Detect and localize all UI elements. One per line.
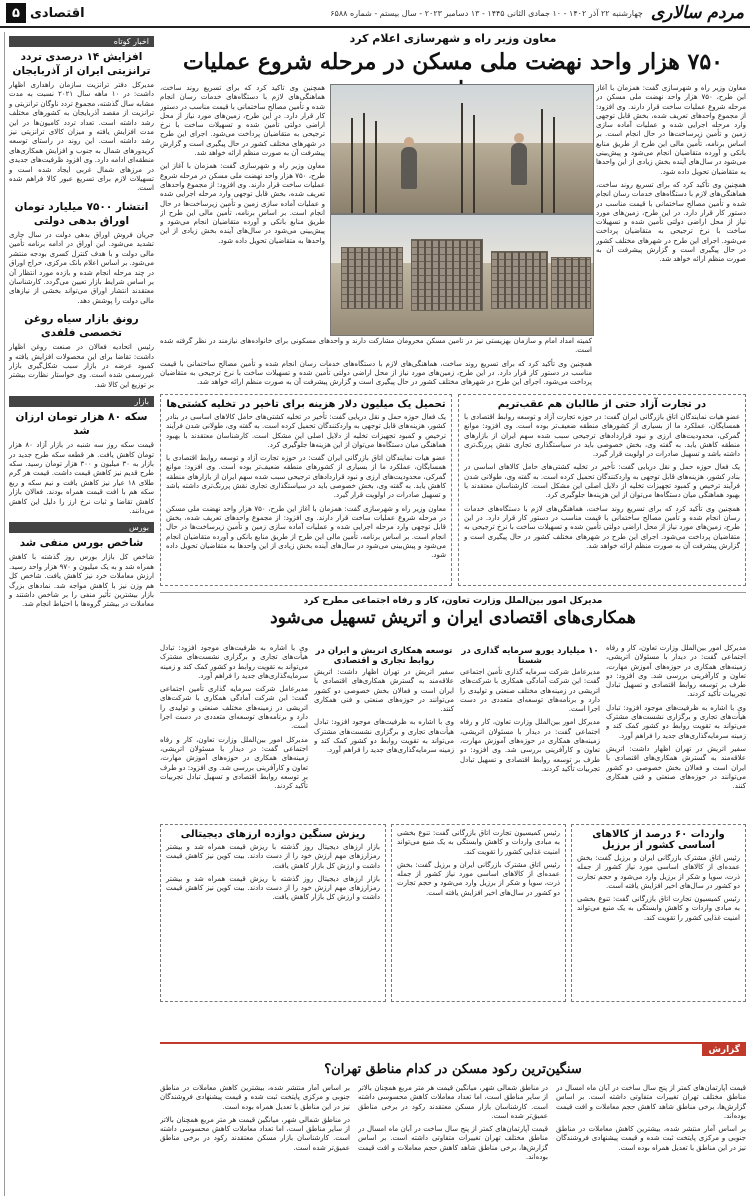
second-col1-text-more: سفیر اتریش در تهران اظهار داشت: اتریش علاقه‌مند به گسترش همکاری‌های اقتصادی با ایران است و فعالان بخش خصوصی دو کشور می‌توانند در حوزه‌های صنعتی و فنی همکاری کنند. — [606, 744, 746, 791]
box-ship-delay-title: تحمیل یک میلیون دلار هزینه برای تاخیر در تخلیه کشتی‌ها — [166, 399, 446, 410]
box-brazil-cont — [391, 824, 566, 1002]
tag-bourse: بورس — [9, 522, 154, 533]
lead-body-mid-cont: معاون وزیر راه و شهرسازی گفت: همزمان با آغاز این طرح، ۷۵۰ هزار واحد نهضت ملی مسکن در مرحله شروع عملیات ساخت قرار دارند. وی افزود: از مجموع واحدهای تعریف شده، بخش قابل توجهی وارد مرحله اجرایی شده و عملیات آماده سازی زمین و تأمین زیرساخت‌ها در حال انجام است. بر اساس برنامه، تأمین مالی این طرح از طریق منابع بانکی و آورده متقاضیان انجام می‌شود و پیش‌بینی می‌شود در سال‌های آینده بخش زیادی از این واحدها به متقاضیان تحویل داده شود. — [160, 162, 325, 245]
box-free-trade-body-more: همچنین وی تأکید کرد که برای تسریع روند ساخت، هماهنگی‌های لازم با دستگاه‌های خدمات رسان انجام شده و تأمین مصالح ساختمانی با قیمت مناسب در دستور کار قرار دارد. در این طرح، زمین‌های مورد نیاز از محل اراضی دولتی تأمین شده و تسهیلات ساخت با نرخ ترجیحی به متقاضیان پرداخت می‌شود. اجرای این طرح در شهرهای مختلف کشور در حال پیگیری است و گزارش پیشرفت آن به صورت منظم ارائه خواهد شد. — [464, 504, 740, 550]
second-col1-text: مدیرکل امور بین‌الملل وزارت تعاون، کار و رفاه اجتماعی گفت: در دیدار با مسئولان اتریشی، زمینه‌های همکاری در حوزه‌های آموزش مهارت، تعاون و کارآفرینی بررسی شد. وی افزود: دو طرف بر توسعه روابط اقتصادی و تسهیل تبادل تجربیات تأکید کردند. — [606, 644, 746, 699]
second-story-head — [160, 596, 746, 628]
story-bourse-title: شاخص بورس منفی شد — [19, 537, 144, 550]
second-col-2 — [460, 644, 600, 819]
box-ship-delay-body: یک فعال حوزه حمل و نقل دریایی گفت: تأخیر در تخلیه کشتی‌های حامل کالاهای اساسی در بنادر کشور، هزینه‌های قابل توجهی به واردکنندگان تحمیل کرده است. به گفته وی، طولانی شدن فرآیند ترخیص و کمبود تجهیزات تخلیه از دلایل اصلی این مشکل است. کارشناسان معتقدند با بهبود هماهنگی میان دستگاه‌ها می‌توان از این هزینه‌ها جلوگیری کرد. — [166, 413, 446, 449]
story-transit-body: مدیرکل دفتر ترانزیت سازمان راهداری اظهار داشت: در ۱۰ ماهه سال ۲۰۲۱ نسبت به مدت مشابه سال گذشته، مجموع تردد ناوگان ترانزیتی و ترانزیت از مقصد آذربایجان به کشورهای مختلف رشد داشته است. تعداد تردد کامیون‌ها در این مدت افزایش یافته و میزان کالای ترانزیتی نیز رشد داشته است. این روند در راستای توسعه کریدورهای شمال به جنوب و افزایش همکاری‌های منطقه‌ای ادامه دارد. وی افزود ظرفیت‌های جدیدی در مرزهای شمال غربی ایجاد شده است و تسهیلات لازم برای تسریع عبور کالا فراهم شده است. — [9, 81, 154, 193]
newspaper-logo: مردم سالاری — [650, 3, 744, 23]
second-col4-text: وی با اشاره به ظرفیت‌های موجود افزود: تبادل هیأت‌های تجاری و برگزاری نشست‌های مشترک می‌تواند به تقویت روابط دو کشور کمک کند و زمینه سرمایه‌گذاری‌های جدید را فراهم آورد. — [160, 644, 308, 680]
box-free-trade-body: عضو هیات نمایندگان اتاق بازرگانی ایران گفت: در حوزه تجارت آزاد و توسعه روابط اقتصادی با همسایگان، عملکرد ما از بسیاری از کشورهای منطقه ضعیف‌تر بوده است. وی افزود: موانع گمرکی، محدودیت‌های ارزی و نبود قراردادهای ترجیحی سبب شده سهم ایران از بازارهای منطقه کاهش یابد. به گفته وی، بخش خصوصی باید در سیاستگذاری تجاری نقش پررنگ‌تری داشته باشد و تسهیل صادرات در اولویت قرار گیرد. — [464, 413, 740, 459]
lead-kicker: معاون وزیر راه و شهرسازی اعلام کرد — [349, 32, 557, 45]
box-crypto-body: بازار ارزهای دیجیتال روز گذشته با ریزش قیمت همراه شد و بیشتر رمزارزهای مهم ارزش خود را از دست دادند. بیت کوین نیز کاهش قیمت داشت و ارزش کل بازار کاهش یافت. — [166, 843, 380, 870]
lead-body-mid: همچنین وی تأکید کرد که برای تسریع روند ساخت، هماهنگی‌های لازم با دستگاه‌های خدمات رسان انجام شده و تأمین مصالح ساختمانی با قیمت مناسب در دستور کار قرار دارد. در این طرح، زمین‌های مورد نیاز از محل اراضی دولتی تأمین شده و تسهیلات ساخت با نرخ ترجیحی به متقاضیان پرداخت می‌شود. اجرای این طرح در شهرهای مختلف کشور در حال پیگیری است و گزارش پیشرفت آن به صورت منظم ارائه خواهد شد. — [160, 84, 325, 158]
report-col3-text: بر اساس آمار منتشر شده، بیشترین کاهش معاملات در مناطق جنوبی و مرکزی پایتخت ثبت شده و قیمت پیشنهادی فروشندگان نیز در این مناطق با تعدیل همراه بوده است. — [160, 1084, 350, 1111]
report-col1-text-cont: بر اساس آمار منتشر شده، بیشترین کاهش معاملات در مناطق جنوبی و مرکزی پایتخت ثبت شده و قیمت پیشنهادی فروشندگان نیز در این مناطق با تعدیل همراه بوده است. — [556, 1125, 746, 1152]
box-ship-delay-body-cont: عضو هیات نمایندگان اتاق بازرگانی ایران گفت: در حوزه تجارت آزاد و توسعه روابط اقتصادی با همسایگان، عملکرد ما از بسیاری از کشورهای منطقه ضعیف‌تر بوده است. وی افزود: موانع گمرکی، محدودیت‌های ارزی و نبود قراردادهای ترجیحی سبب شده سهم ایران از بازارهای منطقه کاهش یابد. به گفته وی، بخش خصوصی باید در سیاستگذاری تجاری نقش پررنگ‌تری داشته باشد و تسهیل صادرات در اولویت قرار گیرد. — [166, 454, 446, 500]
story-coin-body: قیمت سکه روز سه شنبه در بازار آزاد ۸۰ هزار تومان کاهش یافت. هر قطعه سکه طرح جدید در بازار به ۳۰ میلیون و ۳۰۰ هزار تومان رسید. سکه طرح قدیم نیز کاهش قیمت داشت. قیمت هر گرم طلای ۱۸ عیار نیز کاهش یافت و نیم سکه و ربع سکه هم با افت قیمت همراه بودند. فعالان بازار کاهش تقاضا و ثبات نرخ ارز را دلیل این کاهش می‌دانند. — [9, 441, 154, 515]
masthead — [0, 0, 750, 28]
story-bonds-title: انتشار ۷۵۰۰ میلیارد تومان اوراق بدهی دولتی — [14, 200, 149, 227]
report-col-1 — [556, 1084, 746, 1192]
box-crypto-body-cont: بازار ارزهای دیجیتال روز گذشته با ریزش قیمت همراه شد و بیشتر رمزارزهای مهم ارزش خود را از دست دادند. بیت کوین نیز کاهش قیمت داشت و ارزش کل بازار کاهش یافت. — [166, 874, 380, 902]
left-news-column — [4, 32, 154, 1196]
story-bonds-body: جریان فروش اوراق بدهی دولت در سال جاری تشدید می‌شود. این اوراق در ادامه برنامه تأمین مالی دولت و با هدف کنترل کسری بودجه منتشر می‌شود. بر اساس اعلام بانک مرکزی، حراج اوراق در چند مرحله انجام شده و بازده مورد انتظار آن بر اساس شرایط بازار تعیین می‌گردد. کارشناسان معتقدند انتشار اوراق می‌تواند بخشی از نیازهای مالی دولت را پوشش دهد. — [9, 230, 154, 305]
main-area — [160, 32, 746, 1196]
box-ship-delay-body-more: معاون وزیر راه و شهرسازی گفت: همزمان با آغاز این طرح، ۷۵۰ هزار واحد نهضت ملی مسکن در مرحله شروع عملیات ساخت قرار دارند. وی افزود: از مجموع واحدهای تعریف شده، بخش قابل توجهی وارد مرحله اجرایی شده و عملیات آماده سازی زمین و تأمین زیرساخت‌ها در حال انجام است. بر اساس برنامه، تأمین مالی این طرح از طریق منابع بانکی و آورده متقاضیان انجام می‌شود و پیش‌بینی می‌شود در سال‌های آینده بخش زیادی از این واحدها به متقاضیان تحویل داده شود. — [166, 504, 446, 560]
box-brazil-cont-body: رئیس کمیسیون تجارت اتاق بازرگانی گفت: تنوع بخشی به مبادی واردات و کاهش وابستگی به یک منبع می‌تواند امنیت غذایی کشور را تقویت کند. — [397, 829, 560, 856]
tag-short-news: اخبار کوتاه — [9, 36, 154, 47]
report-col-2 — [358, 1084, 548, 1192]
box-free-trade — [458, 394, 746, 586]
divider-rule — [160, 592, 746, 593]
box-brazil-body: رئیس اتاق مشترک بازرگانی ایران و برزیل گفت: بخش عمده‌ای از کالاهای اساسی مورد نیاز کشور از جمله ذرت، سویا و شکر از برزیل وارد می‌شود و حجم تجارت دو کشور در سال‌های اخیر افزایش یافته است. — [577, 854, 740, 890]
box-crypto-title: ریزش سنگین دوازده ارزهای دیجیتالی — [180, 829, 366, 840]
box-free-trade-title: در تجارت آزاد حتی از طالبان هم عقب‌تریم — [497, 399, 707, 410]
second-col-1 — [606, 644, 746, 819]
box-ship-delay — [160, 394, 452, 586]
section-name: اقتصادی — [30, 5, 85, 21]
dateline: چهارشنبه ۲۲ آذر ۱۴۰۲ - ۱۰ جمادی الثانی ۱۴۴۵ - ۱۳ دسامبر ۲۰۲۳ - سال بیستم - شماره ۶۵۸۸ — [330, 8, 643, 18]
box-free-trade-body-cont: یک فعال حوزه حمل و نقل دریایی گفت: تأخیر در تخلیه کشتی‌های حامل کالاهای اساسی در بنادر کشور، هزینه‌های قابل توجهی به واردکنندگان تحمیل کرده است. به گفته وی، طولانی شدن فرآیند ترخیص و کمبود تجهیزات تخلیه از دلایل اصلی این مشکل است. کارشناسان معتقدند با بهبود هماهنگی میان دستگاه‌ها می‌توان از این هزینه‌ها جلوگیری کرد. — [464, 463, 740, 500]
story-oil-title: رونق بازار سیاه روغن تخصصی فلفدی — [24, 313, 139, 340]
section-header — [6, 3, 85, 23]
photo-workers-rebar — [330, 84, 594, 214]
second-col4-text-cont: مدیرعامل شرکت سرمایه گذاری تأمین اجتماعی گفت: این شرکت آمادگی همکاری با شرکت‌های اتریشی در زمینه‌های مختلف صنعتی و تولیدی را دارد و برنامه‌های توسعه‌ای متعددی در دست اجرا است. — [160, 685, 308, 731]
lead-caption: کمیته امداد امام و سازمان بهزیستی نیز در تأمین مسکن محرومان مشارکت دارند و واحدهای مسکونی برای خانواده‌های نیازمند در نظر گرفته شده است. — [160, 337, 592, 355]
photo-apartment-blocks — [330, 214, 594, 336]
report-bar — [160, 1042, 746, 1044]
lead-caption-area — [160, 337, 592, 389]
second-col4-text-more: مدیرکل امور بین‌الملل وزارت تعاون، کار و رفاه اجتماعی گفت: در دیدار با مسئولان اتریشی، زمینه‌های همکاری در حوزه‌های آموزش مهارت، تعاون و کارآفرینی بررسی شد. وی افزود: دو طرف بر توسعه روابط اقتصادی و تسهیل تبادل تجربیات تأکید کردند. — [160, 735, 308, 791]
second-kicker: مدیرکل امور بین‌الملل وزارت تعاون، کار و رفاه اجتماعی مطرح کرد — [303, 596, 603, 606]
report-col2-text: در مناطق شمالی شهر، میانگین قیمت هر متر مربع همچنان بالاتر از سایر مناطق است، اما تعداد معاملات کاهش محسوسی داشته است. کارشناسان بازار مسکن معتقدند رکود در برخی مناطق عمیق‌تر شده است. — [358, 1084, 548, 1120]
lead-body-right: معاون وزیر راه و شهرسازی گفت: همزمان با آغاز این طرح، ۷۵۰ هزار واحد نهضت ملی مسکن در مرحله شروع عملیات ساخت قرار دارند. وی افزود: از مجموع واحدهای تعریف شده، بخش قابل توجهی وارد مرحله اجرایی شده و عملیات آماده سازی زمین و تأمین زیرساخت‌ها در حال انجام است. بر اساس برنامه، تأمین مالی این طرح از طریق منابع بانکی و آورده متقاضیان انجام می‌شود و پیش‌بینی می‌شود در سال‌های آینده بخش زیادی از این واحدها به متقاضیان تحویل داده شود. — [596, 84, 746, 176]
report-col3-text-cont: در مناطق شمالی شهر، میانگین قیمت هر متر مربع همچنان بالاتر از سایر مناطق است، اما تعداد معاملات کاهش محسوسی داشته است. کارشناسان بازار مسکن معتقدند رکود در برخی مناطق عمیق‌تر شده است. — [160, 1115, 350, 1152]
masthead-brand — [330, 3, 744, 23]
second-headline: همکاری‌های اقتصادی ایران و اتریش تسهیل می‌شود — [270, 608, 636, 628]
report-col-3 — [160, 1084, 350, 1192]
story-coin-title: سکه ۸۰ هزار تومان ارزان شد — [15, 411, 148, 438]
second-col2-text-cont: مدیرکل امور بین‌الملل وزارت تعاون، کار و رفاه اجتماعی گفت: در دیدار با مسئولان اتریشی، زمینه‌های همکاری در حوزه‌های آموزش مهارت، تعاون و کارآفرینی بررسی شد. وی افزود: دو طرف بر توسعه روابط اقتصادی و تسهیل تبادل تجربیات تأکید کردند. — [460, 718, 600, 773]
second-col1-text-cont: وی با اشاره به ظرفیت‌های موجود افزود: تبادل هیأت‌های تجاری و برگزاری نشست‌های مشترک می‌تواند به تقویت روابط دو کشور کمک کند و زمینه سرمایه‌گذاری‌های جدید را فراهم آورد. — [606, 703, 746, 740]
lead-headline: ۷۵۰ هزار واحد نهضت ملی مسکن در مرحله شروع عملیات — [183, 49, 723, 75]
second-col3-text-cont: وی با اشاره به ظرفیت‌های موجود افزود: تبادل هیأت‌های تجاری و برگزاری نشست‌های مشترک می‌تواند به تقویت روابط دو کشور کمک کند و زمینه سرمایه‌گذاری‌های جدید را فراهم آورد. — [314, 718, 454, 755]
report-col2-text-cont: قیمت آپارتمان‌های کمتر از پنج سال ساخت در آبان ماه امسال در مناطق مختلف تهران تغییرات متفاوتی داشته است. بر اساس گزارش‌ها، برخی مناطق شاهد کاهش حجم معاملات و افت قیمت بوده‌اند. — [358, 1125, 548, 1162]
lead-body-mid-column — [160, 84, 325, 334]
report-col1-text: قیمت آپارتمان‌های کمتر از پنج سال ساخت در آبان ماه امسال در مناطق مختلف تهران تغییرات متفاوتی داشته است. بر اساس گزارش‌ها، برخی مناطق شاهد کاهش حجم معاملات و افت قیمت بوده‌اند. — [556, 1084, 746, 1120]
lead-caption-cont: همچنین وی تأکید کرد که برای تسریع روند ساخت، هماهنگی‌های لازم با دستگاه‌های خدمات رسان انجام شده و تأمین مصالح ساختمانی با قیمت مناسب در دستور کار قرار دارد. در این طرح، زمین‌های مورد نیاز از محل اراضی دولتی تأمین شده و تسهیلات ساخت با نرخ ترجیحی به متقاضیان پرداخت می‌شود. اجرای این طرح در شهرهای مختلف کشور در حال پیگیری است و گزارش پیشرفت آن به صورت منظم ارائه خواهد شد. — [160, 359, 592, 387]
story-transit-title: افزایش ۱۴ درصدی تردد ترانزیتی ایران از آذربایجان — [12, 51, 151, 77]
box-brazil-imports — [571, 824, 746, 1002]
page-number: ۵ — [6, 3, 26, 23]
second-col-3 — [314, 644, 454, 819]
second-col-4 — [160, 644, 308, 819]
box-brazil-cont-body2: رئیس اتاق مشترک بازرگانی ایران و برزیل گفت: بخش عمده‌ای از کالاهای اساسی مورد نیاز کشور از جمله ذرت، سویا و شکر از برزیل وارد می‌شود و حجم تجارت دو کشور در سال‌های اخیر افزایش یافته است. — [397, 860, 560, 897]
lead-body-right-cont: همچنین وی تأکید کرد که برای تسریع روند ساخت، هماهنگی‌های لازم با دستگاه‌های خدمات رسان انجام شده و تأمین مصالح ساختمانی با قیمت مناسب در دستور کار قرار دارد. در این طرح، زمین‌های مورد نیاز از محل اراضی دولتی تأمین شده و تسهیلات ساخت با نرخ ترجیحی به متقاضیان پرداخت می‌شود. اجرای این طرح در شهرهای مختلف کشور در حال پیگیری است و گزارش پیشرفت آن به صورت منظم ارائه خواهد شد. — [596, 180, 746, 264]
report-title: سنگین‌ترین رکود مسکن در کدام مناطق تهران؟ — [324, 1062, 582, 1077]
story-oil-body: رئیس اتحادیه فعالان در صنعت روغن اظهار داشت: تقاضا برای این محصولات افزایش یافته و کمبود عرضه در بازار سبب شکل‌گیری بازار غیررسمی شده است. وی خواستار نظارت بیشتر بر توزیع این کالا شد. — [9, 343, 154, 389]
lead-body-right-column — [596, 84, 746, 389]
second-col2-subhead: ۱۰ میلیارد یورو سرمایه گذاری در شستا — [461, 646, 599, 666]
second-col3-text: سفیر اتریش در تهران اظهار داشت: اتریش علاقه‌مند به گسترش همکاری‌های اقتصادی با ایران است و فعالان بخش خصوصی دو کشور می‌توانند در حوزه‌های صنعتی و فنی همکاری کنند. — [314, 668, 454, 714]
tag-market: بازار — [9, 396, 154, 407]
box-brazil-title: واردات ۶۰ درصد از کالاهای اساسی کشور از برزیل — [592, 829, 725, 851]
report-label: گزارش — [702, 1044, 746, 1056]
box-brazil-body-cont: رئیس کمیسیون تجارت اتاق بازرگانی گفت: تنوع بخشی به مبادی واردات و کاهش وابستگی به یک منبع می‌تواند امنیت غذایی کشور را تقویت کند. — [577, 895, 740, 922]
box-crypto-drop — [160, 824, 386, 1002]
second-col2-text: مدیرعامل شرکت سرمایه گذاری تأمین اجتماعی گفت: این شرکت آمادگی همکاری با شرکت‌های اتریشی در زمینه‌های مختلف صنعتی و تولیدی را دارد و برنامه‌های توسعه‌ای متعددی در دست اجرا است. — [460, 668, 600, 714]
second-col3-subhead: توسعه همکاری اتریش و ایران در روابط تجاری و اقتصادی — [315, 646, 453, 666]
story-bourse-body: شاخص کل بازار بورس روز گذشته با کاهش همراه شد و به یک میلیون و ۹۷۰ هزار واحد رسید. ارزش معاملات خرد نیز کاهش یافت. شاخص کل هم وزن نیز با کاهش مواجه شد. نمادهای بزرگ بازار بیشترین تأثیر منفی را بر شاخص داشتند و معاملات در بیشتر گروه‌ها با احتیاط انجام شد. — [9, 553, 154, 609]
